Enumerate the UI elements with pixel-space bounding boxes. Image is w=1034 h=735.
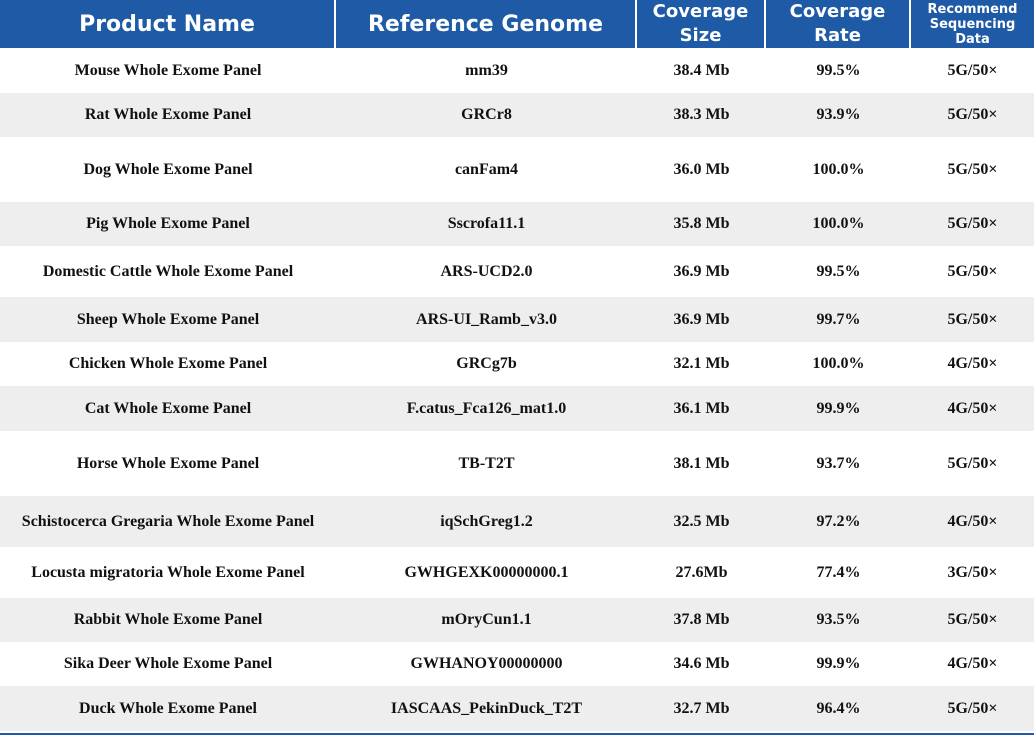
recommend-data-cell: 4G/50×: [947, 399, 998, 417]
coverage-size-cell: 36.9 Mb: [673, 262, 730, 280]
coverage-size-cell: 34.6 Mb: [673, 655, 730, 672]
coverage-size-cell: 36.1 Mb: [673, 399, 730, 417]
header-product-name: Product Name: [0, 0, 336, 48]
coverage-rate-cell: 99.7%: [816, 310, 861, 328]
recommend-data-cell: 5G/50×: [947, 699, 998, 717]
reference-genome-cell: TB-T2T: [458, 454, 515, 472]
recommend-data-cell: 4G/50×: [947, 355, 998, 372]
reference-genome-cell: GRCr8: [461, 106, 512, 123]
reference-genome-cell: GRCg7b: [456, 355, 517, 372]
recommend-data-cell: 3G/50×: [947, 563, 998, 581]
coverage-size-cell: 37.8 Mb: [673, 611, 730, 628]
coverage-rate-cell: 100.0%: [812, 160, 865, 178]
recommend-data-cell: 5G/50×: [947, 215, 998, 232]
coverage-size-cell: 38.1 Mb: [673, 454, 730, 472]
product-name-cell: Pig Whole Exome Panel: [86, 215, 250, 232]
header-recommend-data: Recommend Sequencing Data: [927, 1, 1018, 47]
coverage-size-cell: 32.7 Mb: [673, 699, 730, 717]
coverage-size-cell: 38.3 Mb: [673, 106, 730, 123]
product-name-cell: Sika Deer Whole Exome Panel: [63, 655, 273, 672]
reference-genome-cell: GWHGEXK00000000.1: [404, 563, 569, 581]
coverage-rate-cell: 99.5%: [816, 262, 861, 280]
table-row: [0, 342, 1034, 386]
product-name-cell: Horse Whole Exome Panel: [76, 454, 260, 472]
header-coverage-size: Coverage Size: [637, 0, 766, 48]
header-coverage-rate: Coverage Rate: [766, 0, 911, 48]
table-row: [0, 686, 1034, 731]
recommend-data-cell: 5G/50×: [947, 262, 998, 280]
table-row: [0, 547, 1034, 598]
reference-genome-cell: ARS-UCD2.0: [440, 262, 533, 280]
recommend-data-cell: 5G/50×: [947, 454, 998, 472]
coverage-size-cell: 32.1 Mb: [673, 355, 730, 372]
product-name-cell: Duck Whole Exome Panel: [79, 699, 257, 717]
product-name-cell: Schistocerca Gregaria Whole Exome Panel: [21, 512, 315, 530]
coverage-size-cell: 36.9 Mb: [673, 310, 730, 328]
coverage-size-cell: 35.8 Mb: [673, 215, 730, 232]
coverage-rate-cell: 97.2%: [816, 512, 861, 530]
reference-genome-cell: canFam4: [454, 160, 519, 178]
table-header: [0, 0, 1034, 48]
table-row: [0, 431, 1034, 496]
table-row: [0, 297, 1034, 342]
table-row: [0, 598, 1034, 642]
reference-genome-cell: GWHANOY00000000: [410, 655, 563, 672]
product-name-cell: Rat Whole Exome Panel: [84, 106, 252, 123]
coverage-rate-cell: 93.9%: [816, 106, 861, 123]
product-name-cell: Chicken Whole Exome Panel: [68, 355, 268, 372]
table-row: [0, 386, 1034, 431]
product-name-cell: Locusta migratoria Whole Exome Panel: [31, 563, 305, 581]
recommend-data-cell: 5G/50×: [947, 611, 998, 628]
coverage-rate-cell: 99.9%: [816, 399, 861, 417]
coverage-size-cell: 38.4 Mb: [673, 61, 730, 79]
coverage-rate-cell: 99.5%: [816, 61, 861, 79]
recommend-data-cell: 5G/50×: [947, 310, 998, 328]
product-name-cell: Sheep Whole Exome Panel: [76, 310, 260, 328]
reference-genome-cell: mOryCun1.1: [441, 611, 532, 628]
reference-genome-cell: mm39: [465, 61, 508, 79]
product-name-cell: Domestic Cattle Whole Exome Panel: [42, 262, 294, 280]
coverage-rate-cell: 96.4%: [816, 699, 861, 717]
coverage-rate-cell: 99.9%: [816, 655, 861, 672]
coverage-rate-cell: 100.0%: [812, 215, 865, 232]
coverage-size-cell: 36.0 Mb: [673, 160, 730, 178]
coverage-rate-cell: 77.4%: [816, 563, 861, 581]
reference-genome-cell: F.catus_Fca126_mat1.0: [406, 399, 567, 417]
recommend-data-cell: 4G/50×: [947, 512, 998, 530]
table-row: [0, 496, 1034, 547]
header-reference-genome: Reference Genome: [336, 0, 637, 48]
product-name-cell: Mouse Whole Exome Panel: [74, 61, 262, 79]
recommend-data-cell: 4G/50×: [947, 655, 998, 672]
product-name-cell: Rabbit Whole Exome Panel: [73, 611, 263, 628]
table-row: [0, 93, 1034, 137]
recommend-data-cell: 5G/50×: [947, 61, 998, 79]
coverage-rate-cell: 93.5%: [816, 611, 861, 628]
product-name-cell: Cat Whole Exome Panel: [84, 399, 252, 417]
recommend-data-cell: 5G/50×: [947, 160, 998, 178]
coverage-rate-cell: 100.0%: [812, 355, 865, 372]
coverage-size-cell: 27.6Mb: [675, 563, 728, 581]
coverage-size-cell: 32.5 Mb: [673, 512, 730, 530]
table-row: [0, 246, 1034, 297]
table-row: [0, 48, 1034, 93]
table-row: [0, 202, 1034, 246]
reference-genome-cell: iqSchGreg1.2: [440, 512, 533, 530]
coverage-rate-cell: 93.7%: [816, 454, 861, 472]
product-name-cell: Dog Whole Exome Panel: [83, 160, 253, 178]
table-row: [0, 137, 1034, 202]
reference-genome-cell: IASCAAS_PekinDuck_T2T: [390, 699, 583, 717]
reference-genome-cell: Sscrofa11.1: [447, 215, 526, 232]
reference-genome-cell: ARS-UI_Ramb_v3.0: [416, 310, 557, 328]
table-row: [0, 642, 1034, 686]
recommend-data-cell: 5G/50×: [947, 106, 998, 123]
